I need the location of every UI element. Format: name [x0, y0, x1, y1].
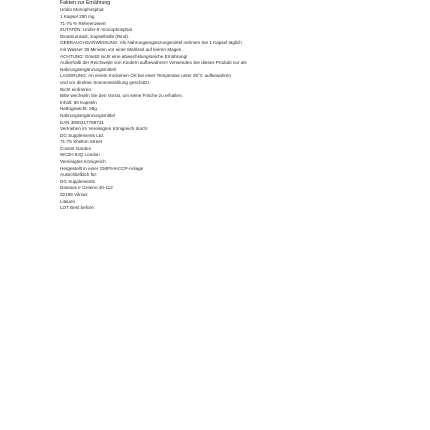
directions-line-1: GEBRAUCHSANWEISUNG: Als Nahrungsergänzungsmittel nehmen Sie 1 Kapsel täglich — [60, 40, 242, 46]
reference-value: 71-75 % Referenzwert — [60, 20, 106, 26]
storage-line-4: Bitte wechseln Sie den Vorrat, um seine Frische zu erhalten. — [60, 93, 183, 99]
product-category: Nahrungsergänzungsmittel — [60, 112, 115, 118]
product-name: Uridin Monophosphat — [60, 7, 104, 13]
ingredients-line-1: ZUTATEN: Uridin-5'-monophosphat — [60, 27, 132, 33]
directions-line-2: mit Wasser 30 Minuten vor einer Mahlzeit auf leeren Magen. — [60, 46, 183, 52]
warning-line-2: Außerhalb der Reichweite von Kindern aufbewahren! Verwenden Sie dieses Produkt nur als — [60, 60, 247, 66]
manufacturer-city: 02189 Vilnius — [60, 192, 88, 198]
manufacturer-street: Daniaus Ir Greeno 40-112 — [60, 185, 113, 191]
distributor-heading: Vertrieben im Vereinigten Königreich durch: — [60, 126, 149, 132]
serving-size: 1 Kapsel 250 mg — [60, 14, 95, 19]
distributor-postcode: WC2H 9JQ London — [60, 152, 100, 158]
storage-line-3: Nicht einfrieren. — [60, 86, 93, 92]
distributor-street: 71-75 Shelton Street — [60, 139, 103, 145]
exclusive-for: Ausschließlich für: — [60, 172, 98, 178]
manufacturer-country: Litauen — [60, 198, 76, 204]
distributor-name: DG Supplements Ltd. — [60, 132, 104, 138]
supplement-label — [60, 0, 360, 212]
contents: Inhalt: 60 Kapseln — [60, 99, 97, 105]
storage-line-1: LAGERUNG: An einem trockenen Ort bei einer Temperatur unter 25°C aufbewahren — [60, 73, 232, 79]
warning-line-1: ACHTUNG: Ersetzt nicht eine abwechslungsreiche Ernährung! — [60, 53, 188, 59]
ingredients-line-2: Dinatriumsalz, Kapselhülle (Rind). — [60, 33, 130, 39]
storage-line-2: und vor direkter Sonnenstrahlung geschützt. — [60, 79, 151, 85]
distributor-area: Covent Garden — [60, 145, 92, 151]
manufacturer-name: DG Supplements — [60, 178, 95, 184]
ean-code: EAN 3800217788731 — [60, 119, 104, 125]
distributor-country: Vereinigtes Königreich — [60, 159, 106, 165]
lot-best-before: LOT Best before: — [60, 205, 95, 211]
label-title: Fakten zur Ernährung — [60, 0, 111, 6]
warning-line-3: Nahrungsergänzungsmittel! — [60, 66, 117, 72]
net-weight: Nettogewicht: 28g — [60, 106, 97, 112]
manufacturing-note: Hergestellt in einer GMP/HACCP-Anlage — [60, 165, 144, 171]
